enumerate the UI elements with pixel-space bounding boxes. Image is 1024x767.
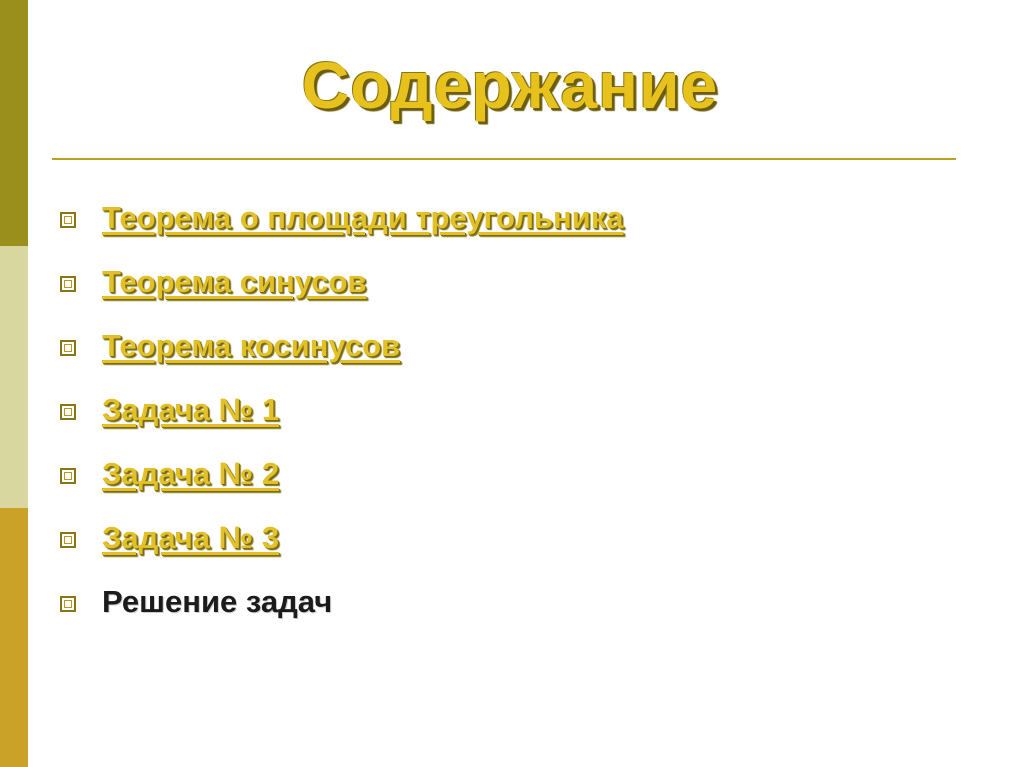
list-item[interactable] bbox=[60, 378, 960, 442]
toc-link[interactable]: Задача № 2 bbox=[102, 456, 280, 491]
sidebar-stripe-top bbox=[0, 0, 28, 246]
title-divider bbox=[52, 158, 956, 160]
list-item[interactable] bbox=[60, 186, 960, 250]
square-bullet-icon bbox=[60, 468, 76, 484]
square-bullet-icon bbox=[60, 340, 76, 356]
toc-text-plain: Решение задач bbox=[102, 584, 333, 619]
sidebar-stripe-bottom bbox=[0, 508, 28, 767]
square-bullet-icon bbox=[60, 532, 76, 548]
square-bullet-icon bbox=[60, 404, 76, 420]
sidebar-stripe-middle bbox=[0, 246, 28, 508]
list-item[interactable] bbox=[60, 314, 960, 378]
toc-link[interactable]: Теорема о площади треугольника bbox=[102, 200, 624, 235]
table-of-contents bbox=[60, 186, 960, 634]
list-item[interactable] bbox=[60, 506, 960, 570]
toc-link[interactable]: Теорема косинусов bbox=[102, 328, 401, 363]
square-bullet-icon bbox=[60, 596, 76, 612]
square-bullet-icon bbox=[60, 212, 76, 228]
decorative-sidebar bbox=[0, 0, 28, 767]
toc-link[interactable]: Задача № 3 bbox=[102, 520, 280, 555]
list-item[interactable] bbox=[60, 442, 960, 506]
toc-link[interactable]: Теорема синусов bbox=[102, 264, 367, 299]
list-item[interactable] bbox=[60, 250, 960, 314]
toc-link[interactable]: Задача № 1 bbox=[102, 392, 280, 427]
square-bullet-icon bbox=[60, 276, 76, 292]
list-item bbox=[60, 570, 960, 634]
page-title: Содержание bbox=[301, 48, 719, 122]
